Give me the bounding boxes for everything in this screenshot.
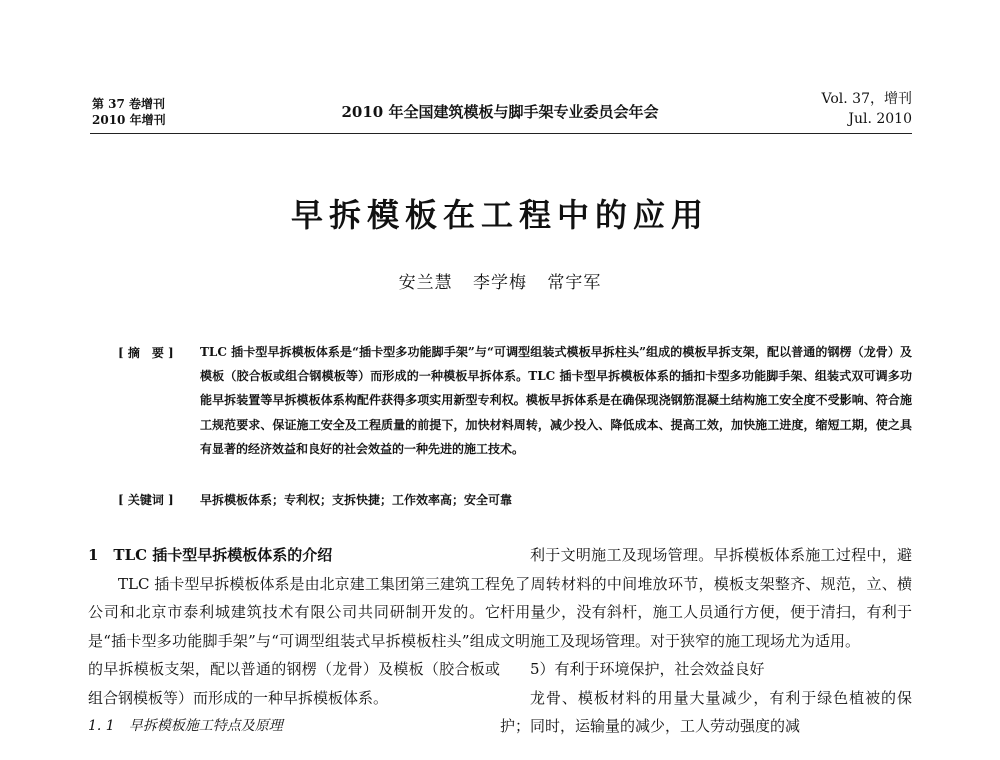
- body-paragraph: TLC 插卡型早拆模板体系是由北京建工集团第三建筑工程公司和北京市泰利城建筑技术有限公司共同研制开发的。它是“插卡型多功能脚手架”与“可调型组装式早拆模板柱头”组成的早拆模板支架，配以普通的钢楞（龙骨）及模板（胶合板或组合钢模板等）而形成的一种早拆模板体系。: [88, 574, 500, 707]
- volume-en-line: Vol. 37，增刊: [821, 91, 912, 107]
- paper-title: 早拆模板在工程中的应用: [290, 196, 709, 234]
- conference-title: 2010 年全国建筑模板与脚手架专业委员会年会: [341, 103, 659, 121]
- section-heading: 1 TLC 插卡型早拆模板体系的介绍: [88, 546, 333, 564]
- abstract-text: TLC 插卡型早拆模板体系是“插卡型多功能脚手架”与“可调型组装式模板早拆柱头”组成的模板早拆支架，配以普通的钢楞（龙骨）及模板（胶合板或组合钢模板等）而形成的一种模板早拆体系。TLC 插卡型早拆模板体系的插扣卡型多功能脚手架、组装式双可调多功能早拆装置等早拆模板体系构配件获得多项实用新型专利权。模板早拆体系是在确保现浇钢筋混凝土结构施工安全度不受影响、符合施工规范要求、保证施工安全及工程质量的前提下，加快材料周转，减少投入、降低成本、提高工效，加快施工进度，缩短工期，使之具有显著的经济效益和良好的社会效益的一种先进的施工技术。: [200, 345, 912, 456]
- keywords-text: 早拆模板体系；专利权；支拆快捷；工作效率高；安全可靠: [200, 493, 513, 507]
- journal-volume-info-en: [822, 89, 912, 129]
- author-name: 常宇军: [547, 273, 602, 293]
- body-column-right: [500, 541, 912, 741]
- author-name: 李学梅: [473, 273, 527, 293]
- date-en-line: Jul. 2010: [848, 111, 912, 127]
- header-divider: [90, 133, 912, 134]
- list-item-heading: 5）有利于环境保护，社会效益良好: [530, 660, 765, 678]
- journal-volume-line: 第 37 卷增刊: [92, 97, 166, 111]
- author-name: 安兰慧: [398, 273, 453, 293]
- subsection-heading: 1. 1 早拆模板施工特点及原理: [88, 718, 283, 734]
- journal-year-line: 2010 年增刊: [92, 113, 166, 127]
- body-paragraph: 利于文明施工及现场管理。早拆模板体系施工过程中，避免了周转材料的中间堆放环节，模板支架整齐、规范，立、横杆用量少，没有斜杆，施工人员通行方便，便于清扫，有利于文明施工及现场管理。对于狭窄的施工现场尤为适用。: [500, 546, 912, 650]
- body-paragraph: 龙骨、模板材料的用量大量减少，有利于绿色植被的保护；同时，运输量的减少，工人劳动强度的减: [500, 688, 912, 735]
- body-column-left: [88, 541, 500, 741]
- abstract-label: [ 摘 要 ]: [118, 346, 174, 360]
- author-list: [0, 268, 1000, 293]
- keywords-label: [ 关键词 ]: [118, 493, 174, 507]
